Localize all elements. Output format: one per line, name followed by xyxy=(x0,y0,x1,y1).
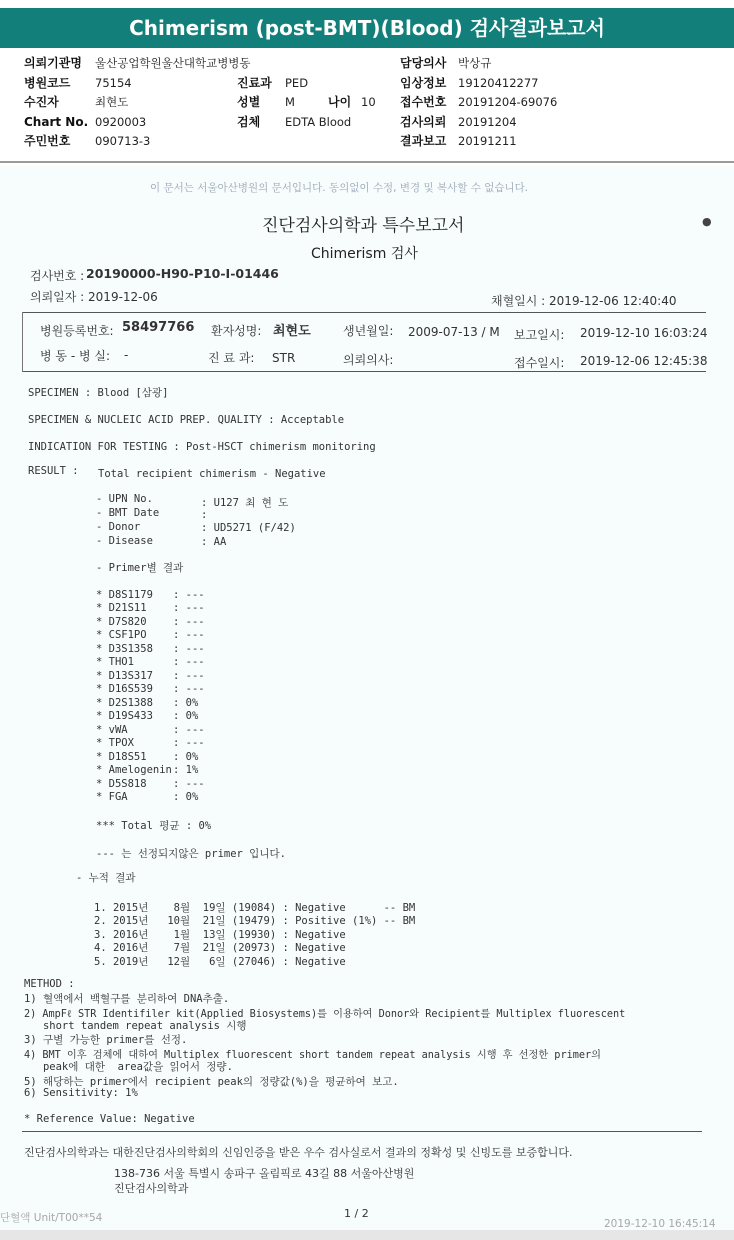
scanned-report xyxy=(0,165,734,1230)
label-chart-no: Chart No. xyxy=(24,115,89,129)
lab-department: 진단검사의학과 xyxy=(114,1182,189,1195)
label-department: 진료과 xyxy=(237,76,272,90)
value-sex: M xyxy=(285,95,295,109)
detail-value: : AA xyxy=(201,536,227,548)
label-doctor: 담당의사 xyxy=(400,56,447,70)
method-line: 4) BMT 이후 검체에 대하여 Multiplex fluorescent short tandem repeat analysis 시행 후 선정한 primer의 xyxy=(24,1050,601,1061)
certification-text: 진단검사의학과는 대한진단검사의학회의 신임인증을 받은 우수 검사실로서 결과의 정확성 및 신빙도를 보증합니다. xyxy=(24,1146,573,1159)
report-label: 보고일시: xyxy=(514,328,565,342)
primer-value: : --- xyxy=(173,656,205,668)
patient-box-top xyxy=(22,312,706,313)
value-clinical-info: 19120412277 xyxy=(458,76,539,90)
label-sex: 성별 xyxy=(237,95,261,109)
primer-value: : --- xyxy=(173,602,205,614)
primer-name: * D8S1179 xyxy=(96,589,153,601)
result-label: RESULT : xyxy=(28,465,79,477)
page-number: 1 / 2 xyxy=(344,1207,369,1220)
cumulative-row: 3. 2016년 1월 13일 (19930) : Negative xyxy=(94,929,346,941)
dob: 2009-07-13 / M xyxy=(408,325,500,339)
cumulative-row: 4. 2016년 7월 21일 (20973) : Negative xyxy=(94,942,346,954)
primer-name: * D16S539 xyxy=(96,683,153,695)
primer-value: : --- xyxy=(173,670,205,682)
primer-value: : 1% xyxy=(173,764,199,776)
bottom-strip xyxy=(0,1230,734,1240)
primer-name: * CSF1PO xyxy=(96,629,147,641)
patient-name: 최현도 xyxy=(273,324,311,339)
not-selected-note: --- 는 선정되지않은 primer 입니다. xyxy=(96,848,286,860)
method-header: METHOD : xyxy=(24,978,75,990)
value-request: 20191204 xyxy=(458,115,517,129)
total-average: *** Total 평균 : 0% xyxy=(96,820,212,832)
primer-name: * D3S1358 xyxy=(96,643,153,655)
primer-value: : 0% xyxy=(173,791,199,803)
method-line: 2) AmpFℓ STR Identifiler kit(Applied Biosystems)를 이용하여 Donor와 Recipient를 Multiplex fluorescent xyxy=(24,1009,626,1020)
value-institution: 울산공업학원울산대학교병병동 xyxy=(95,56,251,70)
test-no-label: 검사번호 : xyxy=(30,269,85,283)
quality-line: SPECIMEN & NUCLEIC ACID PREP. QUALITY : Acceptable xyxy=(28,414,345,426)
detail-key: - BMT Date xyxy=(96,507,160,519)
label-age: 나이 xyxy=(328,95,352,109)
patient-box-left xyxy=(22,312,23,372)
primer-value: : 0% xyxy=(173,710,199,722)
value-patient: 최현도 xyxy=(95,95,129,109)
primer-name: * D13S317 xyxy=(96,670,153,682)
primer-name: * D18S51 xyxy=(96,751,147,763)
report-title: Chimerism (post-BMT)(Blood) 검사결과보고서 xyxy=(0,8,734,48)
primer-value: : --- xyxy=(173,643,205,655)
header-divider xyxy=(0,161,734,163)
lock-icon: ● xyxy=(702,215,712,228)
primer-header: - Primer별 결과 xyxy=(96,562,184,574)
cumulative-row: 1. 2015년 8월 19일 (19084) : Negative -- BM xyxy=(94,902,416,914)
method-line: 1) 혈액에서 백혈구를 분리하여 DNA추출. xyxy=(24,993,230,1005)
value-department: PED xyxy=(285,76,309,90)
method-line: peak에 대한 area값을 읽어서 정량. xyxy=(24,1061,233,1073)
label-resident-no: 주민번호 xyxy=(24,134,71,148)
cumulative-row: 5. 2019년 12월 6일 (27046) : Negative xyxy=(94,956,346,968)
label-patient: 수진자 xyxy=(24,95,59,109)
ward: - xyxy=(124,348,129,362)
dept: STR xyxy=(272,351,296,365)
report-time: 2019-12-10 16:03:24 xyxy=(580,326,708,340)
cumulative-row: 2. 2015년 10월 21일 (19479) : Positive (1%) -- BM xyxy=(94,915,416,927)
footer-timestamp: 2019-12-10 16:45:14 xyxy=(604,1218,716,1230)
value-chart-no: 0920003 xyxy=(95,115,147,129)
patient-box-bottom xyxy=(22,371,706,372)
collect-time: 채혈일시 : 2019-12-06 12:40:40 xyxy=(491,294,677,308)
report-heading: 진단검사의학과 특수보고서 xyxy=(262,216,465,236)
label-request: 검사의뢰 xyxy=(400,115,447,129)
request-date: 의뢰일자 : 2019-12-06 xyxy=(30,290,158,304)
method-line: 3) 구별 가능한 primer를 선정. xyxy=(24,1034,188,1046)
primer-value: : --- xyxy=(173,683,205,695)
primer-value: : 0% xyxy=(173,751,199,763)
label-specimen: 검체 xyxy=(237,115,261,129)
method-line: 6) Sensitivity: 1% xyxy=(24,1087,138,1099)
footer-unit: 단혈액 Unit/T00**54 xyxy=(0,1212,103,1224)
label-hospital-code: 병원코드 xyxy=(24,76,71,90)
value-hospital-code: 75154 xyxy=(95,76,132,90)
copy-notice: 이 문서는 서울아산병원의 문서입니다. 동의없이 수정, 변경 및 복사할 수 없습니다. xyxy=(150,182,529,194)
detail-value: : U127 최 현 도 xyxy=(201,497,289,509)
primer-name: * vWA xyxy=(96,724,128,736)
primer-value: : --- xyxy=(173,589,205,601)
method-line: 5) 해당하는 primer에서 recipient peak의 정량값(%)을 평균하여 보고. xyxy=(24,1076,399,1088)
receipt-label: 접수일시: xyxy=(514,356,565,370)
reference-rule xyxy=(22,1131,702,1132)
detail-key: - Donor xyxy=(96,521,141,533)
reg-no: 58497766 xyxy=(122,320,195,335)
dept-label: 진 료 과: xyxy=(208,351,255,365)
dob-label: 생년월일: xyxy=(343,324,394,338)
primer-name: * D19S433 xyxy=(96,710,153,722)
detail-key: - UPN No. xyxy=(96,493,153,505)
name-label: 환자성명: xyxy=(211,324,262,338)
primer-name: * D7S820 xyxy=(96,616,147,628)
ward-label: 병 동 - 병 실: xyxy=(40,349,110,363)
method-line: short tandem repeat analysis 시행 xyxy=(24,1020,247,1032)
specimen-line: SPECIMEN : Blood [삼광] xyxy=(28,387,169,399)
receipt-time: 2019-12-06 12:45:38 xyxy=(580,354,708,368)
indication-line: INDICATION FOR TESTING : Post-HSCT chimerism monitoring xyxy=(28,441,376,453)
primer-name: * THO1 xyxy=(96,656,134,668)
detail-key: - Disease xyxy=(96,535,153,547)
value-resident-no: 090713-3 xyxy=(95,134,151,148)
primer-name: * D21S11 xyxy=(96,602,147,614)
primer-value: : --- xyxy=(173,629,205,641)
label-institution: 의뢰기관명 xyxy=(24,56,82,70)
value-doctor: 박상규 xyxy=(458,56,492,70)
value-receipt-no: 20191204-69076 xyxy=(458,95,558,109)
label-report-date: 결과보고 xyxy=(400,134,447,148)
test-no: 20190000-H90-P10-I-01446 xyxy=(86,266,279,281)
reg-label: 병원등록번호: xyxy=(40,324,114,338)
value-specimen: EDTA Blood xyxy=(285,115,352,129)
header-info xyxy=(0,52,734,158)
report-subheading: Chimerism 검사 xyxy=(311,246,418,262)
detail-value: : xyxy=(201,509,208,521)
primer-name: * TPOX xyxy=(96,737,134,749)
label-receipt-no: 접수번호 xyxy=(400,95,447,109)
primer-name: * FGA xyxy=(96,791,128,803)
cumulative-header: - 누적 결과 xyxy=(76,872,136,884)
hospital-address: 138-736 서울 특별시 송파구 올림픽로 43길 88 서울아산병원 xyxy=(114,1167,415,1180)
primer-value: : --- xyxy=(173,737,205,749)
primer-name: * D5S818 xyxy=(96,778,147,790)
value-age: 10 xyxy=(361,95,376,109)
detail-value: : UD5271 (F/42) xyxy=(201,522,296,534)
primer-name: * D2S1388 xyxy=(96,697,153,709)
primer-name: * Amelogenin xyxy=(96,764,172,776)
primer-value: : --- xyxy=(173,778,205,790)
value-report-date: 20191211 xyxy=(458,134,517,148)
result-value: Total recipient chimerism - Negative xyxy=(98,468,326,480)
label-clinical-info: 임상정보 xyxy=(400,76,447,90)
reference-value: * Reference Value: Negative xyxy=(24,1113,195,1125)
primer-value: : --- xyxy=(173,616,205,628)
primer-value: : --- xyxy=(173,724,205,736)
primer-value: : 0% xyxy=(173,697,199,709)
doctor-label: 의뢰의사: xyxy=(343,353,394,367)
